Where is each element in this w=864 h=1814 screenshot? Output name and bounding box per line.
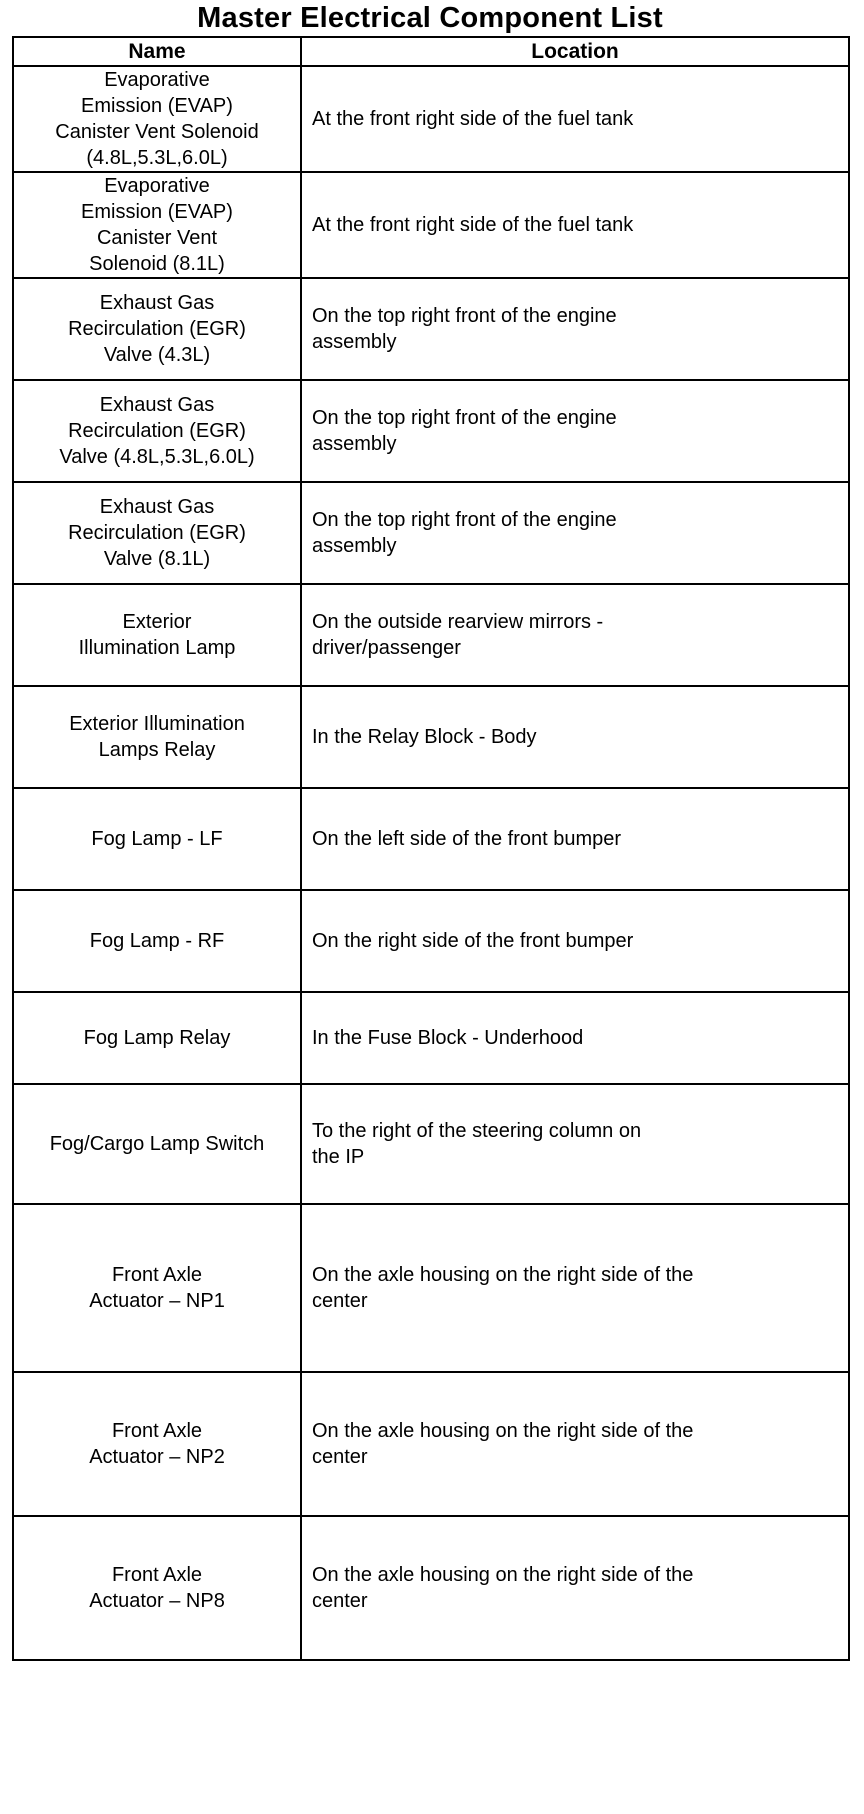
- component-name: Exhaust Gas Recirculation (EGR) Valve (4.8L,5.3L,6.0L): [13, 380, 301, 482]
- name-column-header: Name: [13, 37, 301, 66]
- component-location: In the Relay Block - Body: [301, 686, 849, 788]
- component-name: Exhaust Gas Recirculation (EGR) Valve (4.3L): [13, 278, 301, 380]
- component-name: Front Axle Actuator – NP2: [13, 1372, 301, 1516]
- table-row: [13, 1204, 849, 1372]
- component-location: At the front right side of the fuel tank: [301, 66, 849, 172]
- component-location: On the top right front of the engine assembly: [301, 482, 849, 584]
- component-name: Front Axle Actuator – NP1: [13, 1204, 301, 1372]
- component-location: On the right side of the front bumper: [301, 890, 849, 992]
- table-row: [13, 1516, 849, 1660]
- component-location: On the top right front of the engine assembly: [301, 278, 849, 380]
- component-location: On the left side of the front bumper: [301, 788, 849, 890]
- component-table: [12, 36, 850, 1661]
- component-location: To the right of the steering column on the IP: [301, 1084, 849, 1204]
- table-row: [13, 1084, 849, 1204]
- table-row: [13, 172, 849, 278]
- component-location: On the axle housing on the right side of the center: [301, 1204, 849, 1372]
- component-name: Exhaust Gas Recirculation (EGR) Valve (8.1L): [13, 482, 301, 584]
- component-location: On the top right front of the engine assembly: [301, 380, 849, 482]
- location-column-header: Location: [301, 37, 849, 66]
- table-row: [13, 482, 849, 584]
- table-row: [13, 584, 849, 686]
- component-location: At the front right side of the fuel tank: [301, 172, 849, 278]
- table-row: [13, 992, 849, 1084]
- component-name: Fog/Cargo Lamp Switch: [13, 1084, 301, 1204]
- component-name: Fog Lamp Relay: [13, 992, 301, 1084]
- component-name: Evaporative Emission (EVAP) Canister Vent Solenoid (4.8L,5.3L,6.0L): [13, 66, 301, 172]
- component-name: Fog Lamp - RF: [13, 890, 301, 992]
- table-row: [13, 686, 849, 788]
- table-row: [13, 1372, 849, 1516]
- component-location: On the axle housing on the right side of the center: [301, 1372, 849, 1516]
- component-name: Evaporative Emission (EVAP) Canister Vent Solenoid (8.1L): [13, 172, 301, 278]
- table-row: [13, 788, 849, 890]
- table-row: [13, 66, 849, 172]
- table-header-row: [13, 37, 849, 66]
- component-name: Exterior Illumination Lamps Relay: [13, 686, 301, 788]
- table-row: [13, 278, 849, 380]
- component-location: On the axle housing on the right side of the center: [301, 1516, 849, 1660]
- table-row: [13, 380, 849, 482]
- table-row: [13, 890, 849, 992]
- component-name: Front Axle Actuator – NP8: [13, 1516, 301, 1660]
- component-location: On the outside rearview mirrors - driver/passenger: [301, 584, 849, 686]
- component-name: Exterior Illumination Lamp: [13, 584, 301, 686]
- page-title: Master Electrical Component List: [197, 2, 663, 34]
- component-name: Fog Lamp - LF: [13, 788, 301, 890]
- component-location: In the Fuse Block - Underhood: [301, 992, 849, 1084]
